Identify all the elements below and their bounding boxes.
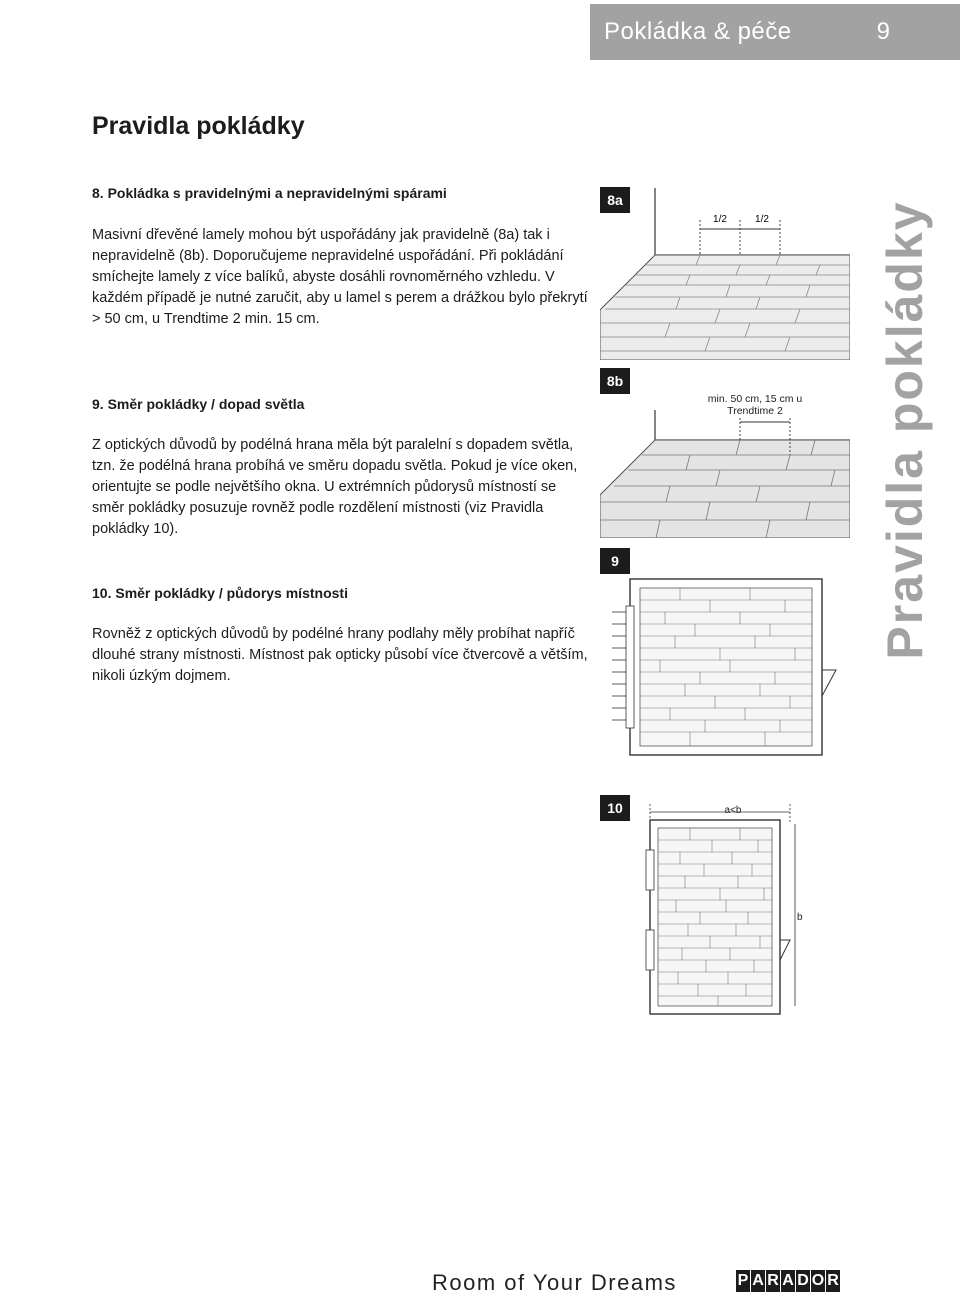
overlap-annotation: min. 50 cm, 15 cm u Trendtime 2: [707, 393, 803, 417]
figure-8a-diagram: [600, 185, 850, 360]
brand-letter: A: [751, 1270, 765, 1292]
figure-8b-diagram: [600, 410, 850, 538]
dim-width-label: a<b: [724, 805, 742, 816]
dim-length-label: b: [797, 912, 803, 923]
figure-9-label: 9: [600, 548, 630, 574]
brand-letter: A: [781, 1270, 795, 1292]
header-title: Pokládka & péče: [604, 18, 792, 45]
page-number: 9: [876, 18, 890, 45]
brand-letter: P: [736, 1270, 750, 1292]
section-8-title: 8. Pokládka s pravidelnými a nepravidelnými spárami: [92, 185, 447, 201]
figure-9-diagram: [600, 578, 850, 756]
footer-tagline: Room of Your Dreams: [432, 1270, 677, 1295]
dim-half-2: 1/2: [755, 214, 769, 225]
vertical-title: Pravidla pokládky: [877, 200, 933, 660]
figure-8a-label: 8a: [600, 187, 630, 213]
brand-letter: R: [766, 1270, 780, 1292]
section-9-body: Z optických důvodů by podélná hrana měla být paralelní s dopadem světla, tzn. že podélná hrana probíhá ve směru dopadu světla. Pokud je více oken, orientujte se podle největšího okna. U extrémních půdorysů místností se směr pokládky posuzuje rovněž podle rozdělení místnosti (viz Pravidla pokládky 10).: [92, 437, 578, 537]
section-8-body: Masivní dřevěné lamely mohou být uspořádány jak pravidelně (8a) tak i nepravidelně (8b). Doporučujeme nepravidelné uspořádání. Při pokládání smíchejte lamely z více balíků, abyste dosáhli rovnoměrného vzhledu. V každém případě je nutné zaručit, aby u lamel s perem a drážkou bylo překrytí > 50 cm, u Trendtime 2 min. 15 cm.: [92, 227, 588, 327]
figure-10-diagram: [640, 800, 810, 1022]
section-10-title: 10. Směr pokládky / půdorys místnosti: [92, 585, 348, 601]
figure-10-label: 10: [600, 795, 630, 821]
header-box: [590, 4, 960, 60]
brand-letter: O: [811, 1270, 825, 1292]
figure-8b-label: 8b: [600, 368, 630, 394]
page-heading: Pravidla pokládky: [92, 112, 305, 140]
brand-logo: [736, 1270, 841, 1292]
brand-letter: D: [796, 1270, 810, 1292]
section-10-body: Rovněž z optických důvodů by podélné hrany podlahy měly probíhat napříč dlouhé strany místnosti. Místnost pak opticky působí více čtvercově a větším, nikoli úzkým dojmem.: [92, 626, 588, 684]
section-9-title: 9. Směr pokládky / dopad světla: [92, 396, 305, 412]
dim-half-1: 1/2: [713, 214, 727, 225]
brand-letter: R: [826, 1270, 840, 1292]
